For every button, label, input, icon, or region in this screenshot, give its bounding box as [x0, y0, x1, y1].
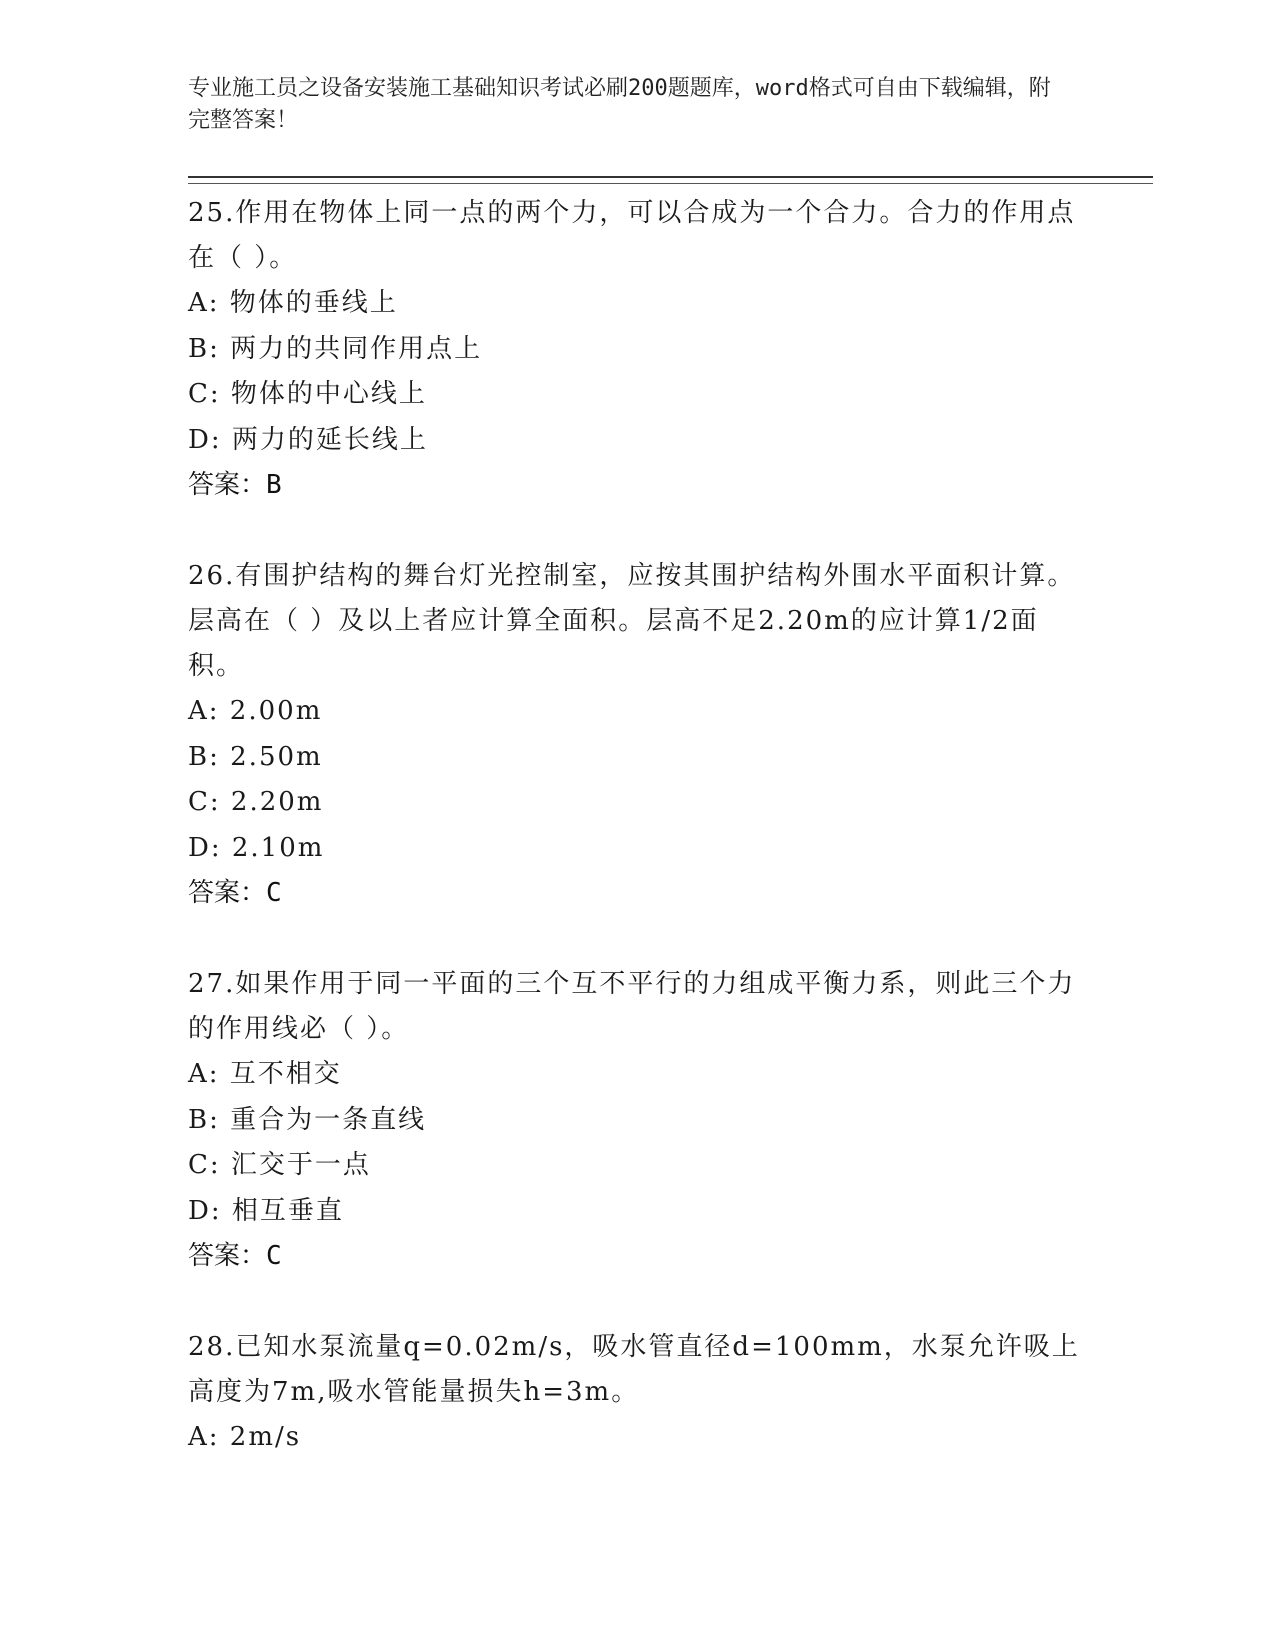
answer-option: A: 互不相交: [188, 1059, 342, 1089]
answer-line: [188, 463, 1088, 508]
answer-option: B: 重合为一条直线: [188, 1104, 427, 1135]
answer-option: A: 物体的垂线上: [188, 288, 398, 318]
question-stem: 26.有围护结构的舞台灯光控制室，应按其围护结构外围水平面积计算。层高在（ ）及以上者应计算全面积。层高不足2.20m的应计算1/2面积。: [188, 561, 1076, 681]
header-divider-thick: [188, 176, 1153, 178]
answer-option: B: 2.50m: [188, 741, 323, 772]
answer-option: D: 两力的延长线上: [188, 424, 428, 455]
answer-value: C: [266, 1241, 282, 1271]
answer-option: C: 2.20m: [188, 787, 324, 817]
answer-option: B: 两力的共同作用点上: [188, 333, 483, 364]
question-block: [188, 554, 1088, 916]
answer-option: C: 汇交于一点: [188, 1150, 371, 1180]
document-header: 专业施工员之设备安装施工基础知识考试必刷200题题库，word格式可自由下载编辑，附完整答案！: [188, 76, 1051, 133]
question-block: [188, 191, 1088, 508]
question-stem: 27.如果作用于同一平面的三个互不平行的力组成平衡力系，则此三个力的作用线必（ ）。: [188, 969, 1076, 1044]
answer-option: A: 2.00m: [188, 696, 323, 726]
question-stem: 25.作用在物体上同一点的两个力，可以合成为一个合力。合力的作用点在（ ）。: [188, 198, 1076, 273]
question-block: [188, 962, 1088, 1279]
answer-option: A: 2m/s: [188, 1422, 302, 1452]
answer-label: 答案：: [188, 470, 267, 500]
answer-line: [188, 1234, 1088, 1279]
answer-label: 答案：: [188, 878, 267, 908]
question-stem: 28.已知水泵流量q=0.02m/s，吸水管直径d=100mm，水泵允许吸上高度为7m,吸水管能量损失h=3m。: [188, 1332, 1080, 1407]
answer-label: 答案：: [188, 1241, 267, 1271]
answer-value: C: [266, 878, 282, 908]
answer-value: B: [266, 470, 282, 500]
question-block: [188, 1325, 1088, 1461]
answer-line: [188, 871, 1088, 916]
answer-option: D: 相互垂直: [188, 1195, 344, 1226]
header-divider-thin: [188, 183, 1153, 184]
answer-option: D: 2.10m: [188, 832, 325, 863]
question-list: [188, 191, 1088, 1507]
answer-option: C: 物体的中心线上: [188, 379, 427, 409]
